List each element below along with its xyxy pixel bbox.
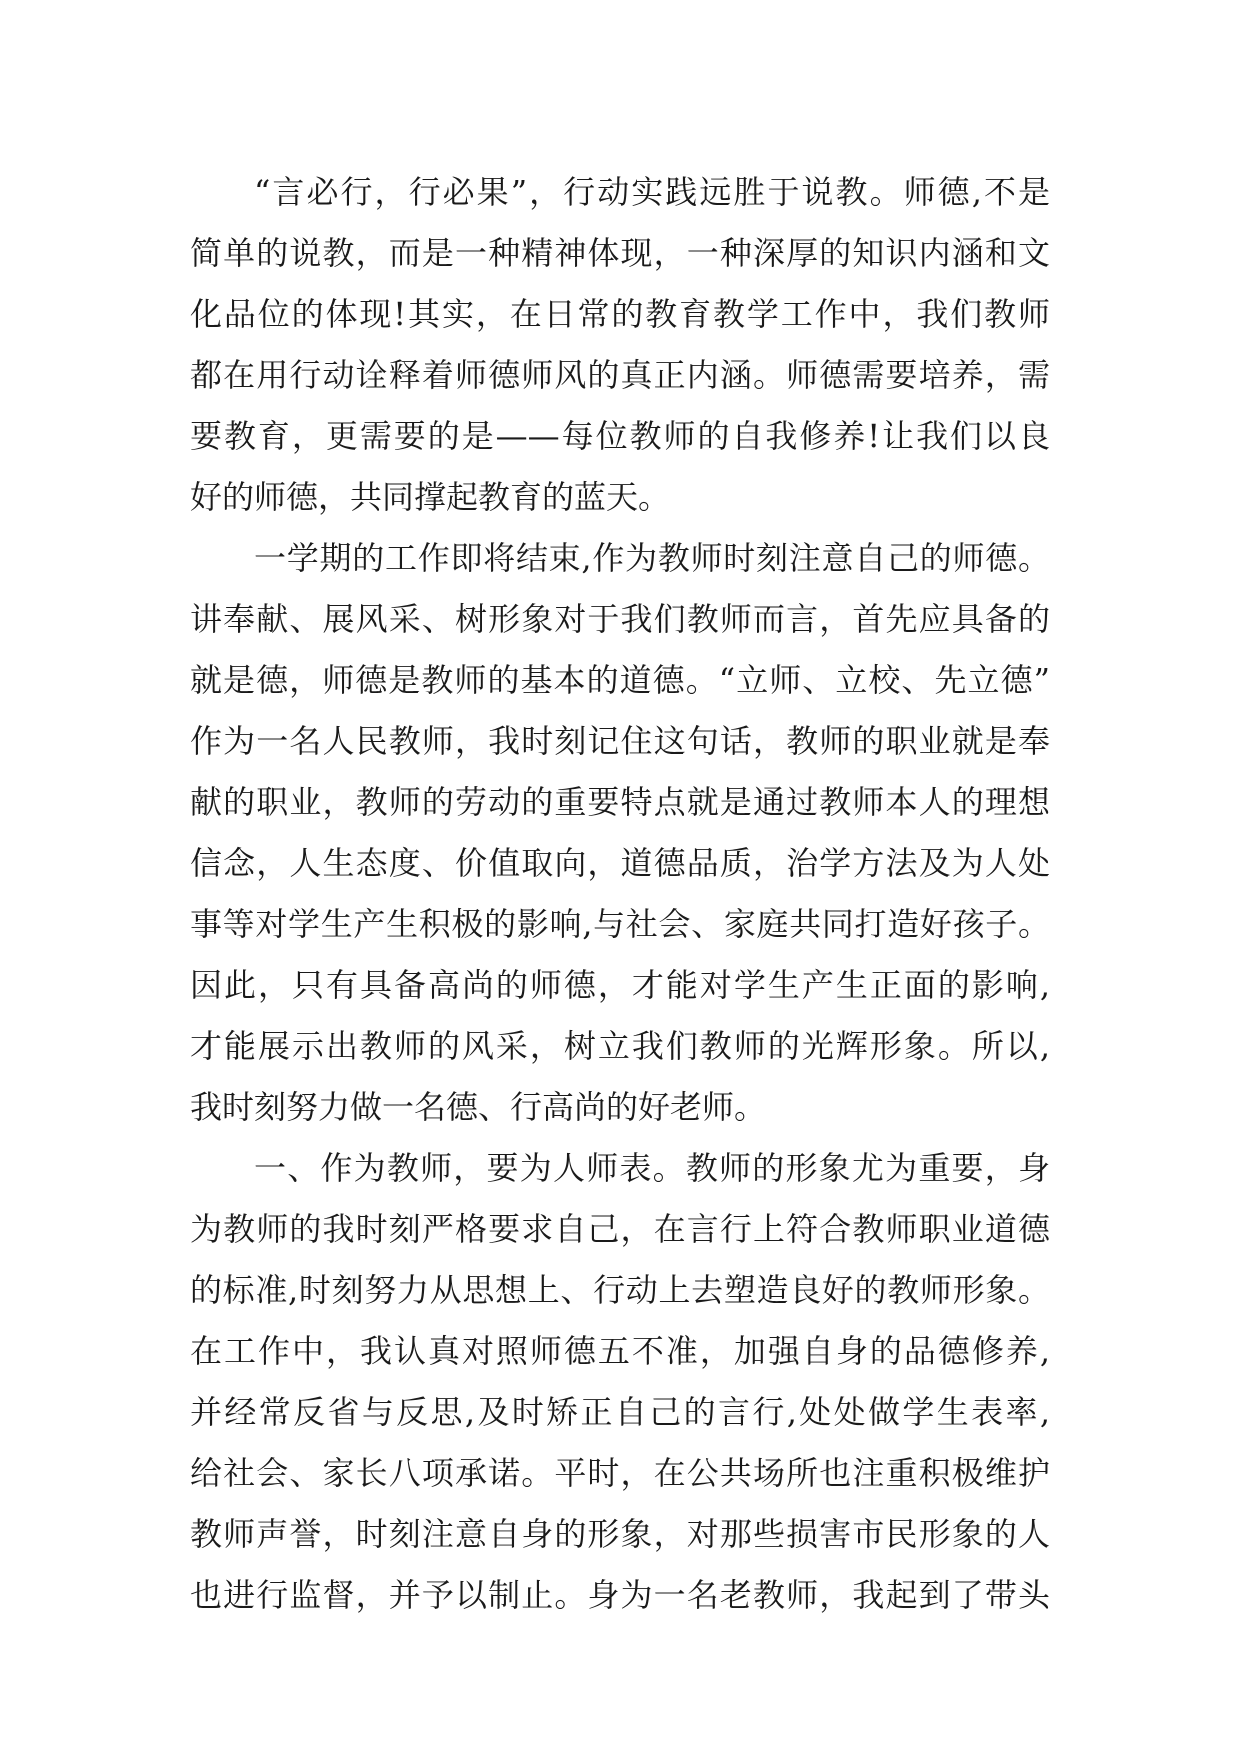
paragraph-1-line-2: 简单的说教，而是一种精神体现，一种深厚的知识内涵和文 <box>190 234 1050 272</box>
paragraph-1-line-3: 化品位的体现!其实，在日常的教育教学工作中，我们教师 <box>190 295 1050 333</box>
paragraph-3-line-1: 一、作为教师，要为人师表。教师的形象尤为重要，身 <box>254 1149 1050 1187</box>
paragraph-3-line-6: 给社会、家长八项承诺。平时，在公共场所也注重积极维护 <box>190 1454 1050 1492</box>
paragraph-2-line-1: 一学期的工作即将结束,作为教师时刻注意自己的师德。 <box>254 539 1050 577</box>
paragraph-3-line-4: 在工作中，我认真对照师德五不准，加强自身的品德修养, <box>190 1332 1050 1370</box>
paragraph-3-line-8: 也进行监督，并予以制止。身为一名老教师，我起到了带头 <box>190 1576 1050 1614</box>
paragraph-2-line-7: 事等对学生产生积极的影响,与社会、家庭共同打造好孩子。 <box>190 905 1050 943</box>
paragraph-2-line-10: 我时刻努力做一名德、行高尚的好老师。 <box>190 1088 767 1126</box>
paragraph-1-line-1: “言必行，行必果”，行动实践远胜于说教。师德,不是 <box>254 173 1050 211</box>
paragraph-2-line-2: 讲奉献、展风采、树形象对于我们教师而言，首先应具备的 <box>190 600 1050 638</box>
paragraph-1-line-4: 都在用行动诠释着师德师风的真正内涵。师德需要培养，需 <box>190 356 1050 394</box>
paragraph-3-line-5: 并经常反省与反思,及时矫正自己的言行,处处做学生表率, <box>190 1393 1050 1431</box>
paragraph-2-line-9: 才能展示出教师的风采，树立我们教师的光辉形象。所以, <box>190 1027 1050 1065</box>
paragraph-2-line-5: 献的职业，教师的劳动的重要特点就是通过教师本人的理想 <box>190 783 1050 821</box>
paragraph-2-line-4: 作为一名人民教师，我时刻记住这句话，教师的职业就是奉 <box>190 722 1050 760</box>
document-body <box>190 162 1050 1626</box>
paragraph-3-line-3: 的标准,时刻努力从思想上、行动上去塑造良好的教师形象。 <box>190 1271 1050 1309</box>
paragraph-1-line-6: 好的师德，共同撑起教育的蓝天。 <box>190 478 671 516</box>
paragraph-2-line-8: 因此，只有具备高尚的师德，才能对学生产生正面的影响, <box>190 966 1050 1004</box>
paragraph-3-line-2: 为教师的我时刻严格要求自己，在言行上符合教师职业道德 <box>190 1210 1050 1248</box>
paragraph-2-line-3: 就是德，师德是教师的基本的道德。“立师、立校、先立德” <box>190 661 1050 699</box>
paragraph-3-line-7: 教师声誉，时刻注意自身的形象，对那些损害市民形象的人 <box>190 1515 1050 1553</box>
paragraph-1-line-5: 要教育，更需要的是——每位教师的自我修养!让我们以良 <box>190 417 1050 455</box>
paragraph-2-line-6: 信念，人生态度、价值取向，道德品质，治学方法及为人处 <box>190 844 1050 882</box>
